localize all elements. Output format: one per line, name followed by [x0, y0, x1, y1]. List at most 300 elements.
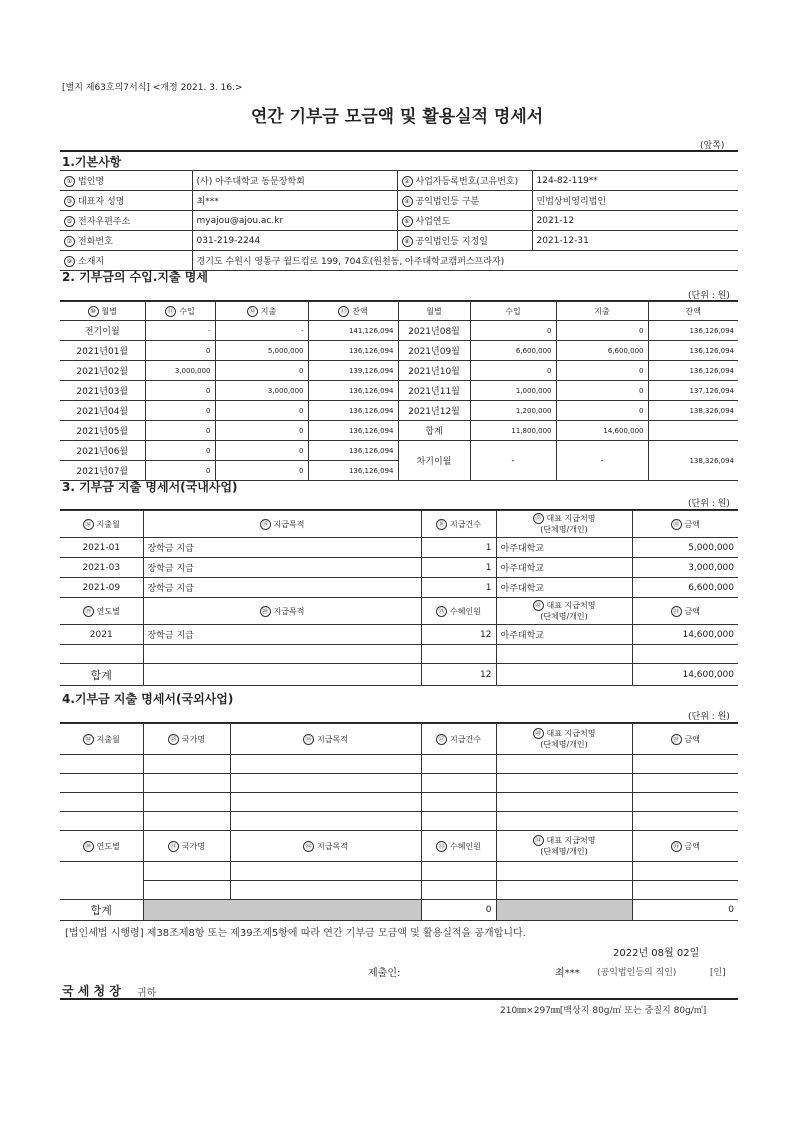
column-header-text: 연도별 [96, 606, 120, 616]
info-key [60, 231, 192, 251]
total-label [60, 900, 143, 921]
address-value [192, 251, 738, 271]
expense-cell-text: 0 [299, 446, 304, 455]
balance-cell-text: 141,126,094 [348, 326, 394, 335]
amount-cell [632, 578, 738, 598]
empty-cell [143, 774, 230, 793]
income-cell [470, 361, 556, 381]
balance-cell [308, 321, 398, 341]
empty-cell [421, 793, 496, 812]
income-cell-text: 0 [206, 426, 211, 435]
empty-row [60, 812, 738, 831]
column-header [496, 511, 632, 538]
column-header [632, 724, 738, 755]
balance-cell [308, 461, 398, 481]
balance-cell [308, 421, 398, 441]
header-row [60, 831, 738, 862]
month-cell-text: 2021년09월 [408, 347, 460, 357]
empty-row [60, 774, 738, 793]
column-header-text: 대표 지급처명 [546, 601, 596, 610]
submission-date: 2022년 08월 02일 [613, 948, 700, 959]
circled-number: ⑪ [165, 306, 176, 317]
section2-heading: 2. 기부금의 수입.지출 명세 [62, 270, 208, 284]
circled-number: ⑤ [64, 216, 75, 227]
basic-info-row [60, 231, 738, 251]
column-header-text: 국가명 [181, 734, 206, 744]
column-header-text: 잔액 [685, 306, 701, 316]
balance-cell [648, 421, 738, 441]
expense-cell-text: 0 [639, 326, 644, 335]
amount-cell [632, 558, 738, 578]
month-cell-text: 2021년06월 [76, 447, 129, 457]
column-header-text: 수입 [505, 306, 521, 316]
shaded-cell [496, 900, 632, 921]
recipient-cell-text: 아주대학교 [500, 631, 544, 641]
info-value [192, 171, 397, 191]
empty-cell [143, 812, 230, 831]
amount-cell [632, 900, 738, 921]
month-cell [60, 381, 145, 401]
income-cell [145, 361, 215, 381]
balance-cell-text: 138,326,094 [689, 456, 734, 465]
month-cell [60, 558, 143, 578]
column-header [215, 302, 308, 321]
column-header [143, 511, 421, 538]
expense-cell-text: 14,600,000 [603, 426, 644, 435]
balance-cell-text: 136,126,094 [348, 426, 394, 435]
amount-cell-text: 5,000,000 [688, 542, 734, 553]
column-header [421, 511, 496, 538]
ledger-row [60, 401, 738, 421]
expense-cell-text: - [300, 326, 304, 335]
circled-number: ㉝ [436, 841, 447, 852]
expense-row [60, 538, 738, 558]
document-title: 연간 기부금 모금액 및 활용실적 명세서 [250, 107, 544, 127]
empty-cell [496, 812, 632, 831]
expense-cell [556, 401, 648, 421]
column-header [308, 302, 398, 321]
income-cell [470, 341, 556, 361]
count-cell [421, 625, 496, 645]
info-key-text: 소재지 [78, 257, 105, 267]
year-cell-text: 2021 [89, 629, 113, 640]
month-cell-text: 2021년02월 [76, 367, 129, 377]
column-header [143, 724, 230, 755]
expense-cell [215, 441, 308, 461]
balance-cell [648, 361, 738, 381]
total-row [60, 900, 738, 921]
income-cell [470, 321, 556, 341]
column-header-text: 지급목적 [317, 734, 348, 744]
empty-cell [632, 774, 738, 793]
expense-cell [215, 321, 308, 341]
info-value-text: 2021-12-31 [536, 235, 589, 246]
ledger-row [60, 321, 738, 341]
page-side-label: (앞쪽) [700, 141, 725, 151]
purpose-cell [143, 578, 421, 598]
column-header [60, 724, 143, 755]
column-header [398, 302, 470, 321]
submitter-role: (공익법인등의 직인) [597, 968, 677, 978]
total-row [60, 664, 738, 686]
info-key [60, 211, 192, 231]
column-header [496, 724, 632, 755]
seal-placeholder: [인] [710, 968, 726, 978]
count-cell-text: 1 [485, 542, 492, 553]
expense-cell-text: 0 [299, 406, 304, 415]
balance-cell [648, 401, 738, 421]
month-cell [60, 341, 145, 361]
balance-cell [648, 321, 738, 341]
purpose-cell-text: 장학금 지급 [147, 544, 194, 554]
circled-number: ⑯ [436, 519, 447, 530]
circled-number: ⑩ [88, 306, 99, 317]
income-cell-text: 0 [206, 386, 211, 395]
ledger-row [60, 421, 738, 441]
info-value [532, 171, 738, 191]
month-cell [60, 538, 143, 558]
column-header [632, 511, 738, 538]
empty-cell [421, 645, 496, 664]
month-cell [60, 401, 145, 421]
recipient-cell-text: 아주대학교 [500, 564, 544, 574]
column-header-text: 금액 [684, 841, 700, 851]
domestic-expense-table [60, 510, 738, 686]
info-key-text: 공익법인등 구분 [415, 197, 480, 207]
paper-spec: 210㎜×297㎜[백상지 80g/㎡ 또는 중질지 80g/㎡] [500, 1006, 707, 1016]
total-label [398, 421, 470, 441]
circled-number: ㉘ [533, 728, 544, 739]
income-cell-text: 11,800,000 [511, 426, 552, 435]
expense-cell [215, 401, 308, 421]
basic-info-row [60, 191, 738, 211]
count-cell [421, 558, 496, 578]
empty-cell [421, 862, 496, 881]
amount-cell-text: 14,600,000 [682, 669, 734, 680]
expense-cell-text: 5,000,000 [267, 346, 304, 355]
expense-cell [215, 361, 308, 381]
basic-info-row [60, 171, 738, 191]
purpose-cell-text: 장학금 지급 [147, 584, 194, 594]
ledger-row [60, 381, 738, 401]
expense-cell-text: 0 [639, 406, 644, 415]
column-header-text: 지출월 [96, 734, 120, 744]
info-key-text: 전자우편주소 [78, 217, 131, 227]
empty-cell [60, 755, 143, 774]
income-cell-text: 0 [206, 466, 211, 475]
header-row [60, 302, 738, 321]
amount-cell [632, 664, 738, 686]
column-header-text: 월별 [101, 306, 117, 316]
month-cell-text: 2021년08월 [408, 327, 460, 337]
column-header [60, 831, 143, 862]
month-cell-text: 2021년05월 [76, 427, 129, 437]
income-cell-text: 0 [206, 406, 211, 415]
empty-cell [496, 862, 632, 881]
purpose-cell [143, 625, 421, 645]
column-header [230, 831, 421, 862]
expense-row [60, 625, 738, 645]
count-cell [421, 578, 496, 598]
count-cell [421, 664, 496, 686]
income-cell [145, 321, 215, 341]
count-cell-text: 1 [485, 582, 492, 593]
circled-number: ㉗ [436, 734, 447, 745]
info-value [192, 191, 397, 211]
circled-number: ③ [64, 196, 75, 207]
month-cell-text: 2021년10월 [408, 367, 460, 377]
count-cell-text: 12 [480, 669, 492, 680]
balance-cell-text: 138,326,094 [689, 406, 734, 415]
column-header-text: 지출 [260, 306, 277, 316]
column-header-subtext: (단체명/개인) [540, 740, 588, 749]
total-label-text: 합계 [90, 668, 112, 682]
balance-cell [308, 401, 398, 421]
empty-cell [143, 645, 421, 664]
column-header-text: 대표 지급처명 [546, 729, 596, 738]
expense-cell-text: 0 [639, 366, 644, 375]
income-cell-text: 0 [547, 366, 552, 375]
section1-heading: 1.기본사항 [62, 155, 122, 169]
amount-cell-text: 3,000,000 [688, 562, 734, 573]
empty-cell [421, 774, 496, 793]
empty-cell [60, 793, 143, 812]
circled-number: ⑮ [260, 519, 271, 530]
circled-number: ④ [402, 196, 413, 207]
info-value-text: 031-219-2244 [196, 235, 261, 246]
form-reference: [별지 제63호의7서식] <개정 2021. 3. 16.> [62, 83, 243, 93]
empty-row [60, 881, 738, 900]
income-cell-text: 0 [547, 326, 552, 335]
circled-number: ㉔ [83, 734, 94, 745]
empty-cell [421, 755, 496, 774]
count-cell-text: 0 [485, 905, 492, 915]
circled-number: ㉚ [83, 841, 94, 852]
column-header [632, 598, 738, 625]
circled-number: ⑭ [83, 519, 94, 530]
circled-number: ⑥ [402, 216, 413, 227]
empty-cell [632, 881, 738, 900]
section2-unit: (단위 : 원) [688, 291, 730, 301]
circled-number: ㉒ [533, 600, 544, 611]
balance-cell-text: 136,126,094 [348, 406, 394, 415]
circled-number: ㉕ [168, 734, 179, 745]
circled-number: ㉛ [168, 841, 179, 852]
empty-cell [632, 755, 738, 774]
amount-cell-text: 14,600,000 [682, 629, 734, 640]
column-header [143, 831, 230, 862]
total-label-text: 합계 [425, 427, 443, 437]
balance-cell-text: 136,126,094 [348, 386, 394, 395]
column-header-text: 지급목적 [273, 519, 305, 529]
basic-info-row [60, 211, 738, 231]
balance-cell [648, 341, 738, 361]
expense-row [60, 558, 738, 578]
section4-unit: (단위 : 원) [688, 712, 730, 722]
expense-cell [215, 421, 308, 441]
month-cell [60, 441, 145, 461]
column-header-text: 월별 [426, 306, 442, 316]
month-cell-text: 2021년01월 [76, 347, 129, 357]
circled-number: ⑨ [64, 256, 75, 267]
info-key-text: 전화번호 [78, 237, 113, 247]
month-cell [60, 578, 143, 598]
expense-cell [556, 421, 648, 441]
balance-cell [648, 441, 738, 481]
income-cell [145, 421, 215, 441]
column-header-text: 수입 [179, 306, 195, 316]
empty-cell [421, 812, 496, 831]
empty-cell [632, 812, 738, 831]
expense-cell-text: 6,600,000 [607, 346, 644, 355]
month-cell [398, 401, 470, 421]
info-value-text: 2021-12 [536, 215, 575, 226]
column-header [496, 831, 632, 862]
expense-row [60, 578, 738, 598]
empty-cell [230, 755, 421, 774]
count-cell-text: 1 [485, 562, 492, 573]
month-cell-text: 2021-03 [82, 562, 121, 573]
circled-number: ⑳ [260, 606, 271, 617]
balance-cell-text: 139,126,094 [348, 366, 394, 375]
column-header [230, 724, 421, 755]
month-cell [398, 341, 470, 361]
column-header-text: 수혜인원 [450, 606, 481, 616]
purpose-cell-text: 장학금 지급 [147, 564, 194, 574]
column-header-text: 금액 [684, 519, 700, 529]
header-row [60, 598, 738, 625]
recipient-cell [496, 578, 632, 598]
info-value [532, 211, 738, 231]
count-cell [421, 900, 496, 921]
column-header-text: 잔액 [352, 306, 368, 316]
info-key [397, 191, 532, 211]
empty-cell [496, 793, 632, 812]
income-cell [145, 341, 215, 361]
month-cell-text: 2021년03월 [76, 387, 129, 397]
column-header-text: 국가명 [181, 841, 206, 851]
column-header-text: 지급건수 [450, 734, 481, 744]
recipient-cell-text: 아주대학교 [500, 584, 544, 594]
column-header [421, 724, 496, 755]
info-value [192, 231, 397, 251]
balance-cell-text: 137,126,094 [689, 386, 734, 395]
carry-label-text: 차기이월 [416, 457, 452, 467]
circled-number: ⑱ [671, 519, 682, 530]
info-value-text: 124-82-119** [536, 175, 598, 186]
circled-number: ㉖ [303, 734, 314, 745]
expense-cell-text: 0 [639, 386, 644, 395]
balance-cell-text: 136,126,094 [348, 446, 394, 455]
empty-cell [60, 645, 143, 664]
circled-number: ㉑ [436, 606, 447, 617]
month-cell-text: 2021년04월 [76, 407, 129, 417]
header-row [60, 724, 738, 755]
balance-cell [308, 381, 398, 401]
income-cell [470, 401, 556, 421]
purpose-cell [143, 538, 421, 558]
info-value [532, 191, 738, 211]
circled-number: ⑰ [533, 513, 544, 524]
column-header-text: 대표 지급처명 [546, 514, 596, 523]
count-cell [421, 538, 496, 558]
month-cell-text: 2021년11월 [408, 387, 460, 397]
info-key-text: 법인명 [78, 177, 105, 187]
expense-cell [556, 381, 648, 401]
column-header [145, 302, 215, 321]
column-header-text: 금액 [684, 606, 700, 616]
month-cell [60, 361, 145, 381]
month-cell [60, 321, 145, 341]
column-header [60, 302, 145, 321]
income-cell [145, 441, 215, 461]
column-header-subtext: (단체명/개인) [540, 847, 588, 856]
circled-number: ① [64, 176, 75, 187]
info-value-text: myajou@ajou.ac.kr [196, 215, 284, 226]
circled-number: ㉙ [671, 734, 682, 745]
income-cell [470, 441, 556, 481]
info-key [60, 171, 192, 191]
empty-cell [496, 755, 632, 774]
month-cell-text: 2021년12월 [408, 407, 460, 417]
column-header [60, 598, 143, 625]
expense-cell-text: - [600, 455, 604, 466]
info-value [192, 211, 397, 231]
column-header-text: 연도별 [96, 841, 120, 851]
empty-cell [632, 645, 738, 664]
month-cell [398, 321, 470, 341]
empty-cell [230, 793, 421, 812]
balance-cell [648, 381, 738, 401]
empty-cell [632, 862, 738, 881]
column-header [632, 831, 738, 862]
total-label-text: 합계 [90, 904, 112, 917]
expense-cell [215, 341, 308, 361]
income-cell [470, 381, 556, 401]
amount-cell-text: 6,600,000 [688, 582, 734, 593]
circled-number: ㉓ [671, 606, 682, 617]
info-key [397, 231, 532, 251]
balance-cell-text: 136,126,094 [689, 366, 734, 375]
circled-number: ㉞ [533, 835, 544, 846]
expense-cell [556, 441, 648, 481]
header-row [60, 511, 738, 538]
column-header-subtext: (단체명/개인) [540, 612, 588, 621]
balance-cell [308, 441, 398, 461]
empty-row [60, 862, 738, 881]
income-cell-text: 3,000,000 [174, 366, 211, 375]
column-header [556, 302, 648, 321]
info-key-text: 대표자 성명 [78, 197, 125, 207]
amount-cell [632, 538, 738, 558]
income-cell [145, 401, 215, 421]
recipient-cell [496, 558, 632, 578]
section4-heading: 4.기부금 지출 명세서(국외사업) [62, 692, 234, 706]
section3-heading: 3. 기부금 지출 명세서(국내사업) [62, 480, 238, 494]
month-cell-text: 2021년07월 [76, 467, 129, 477]
legal-statement: [법인세법 시행령] 제38조제8항 또는 제39조제5항에 따라 연간 기부금 모금액 및 활용실적을 공개합니다. [65, 928, 526, 939]
circled-number: ㉜ [303, 841, 314, 852]
info-value-text: (사) 아주대학교 동문장학회 [196, 177, 305, 187]
income-expense-table [60, 301, 738, 481]
overseas-expense-table [60, 723, 738, 921]
balance-cell-text: 136,126,094 [689, 346, 734, 355]
column-header [470, 302, 556, 321]
info-key-text: 사업자등록번호(고유번호) [415, 177, 519, 187]
circled-number: ⑲ [83, 606, 94, 617]
expense-cell-text: 3,000,000 [267, 386, 304, 395]
empty-cell [496, 881, 632, 900]
